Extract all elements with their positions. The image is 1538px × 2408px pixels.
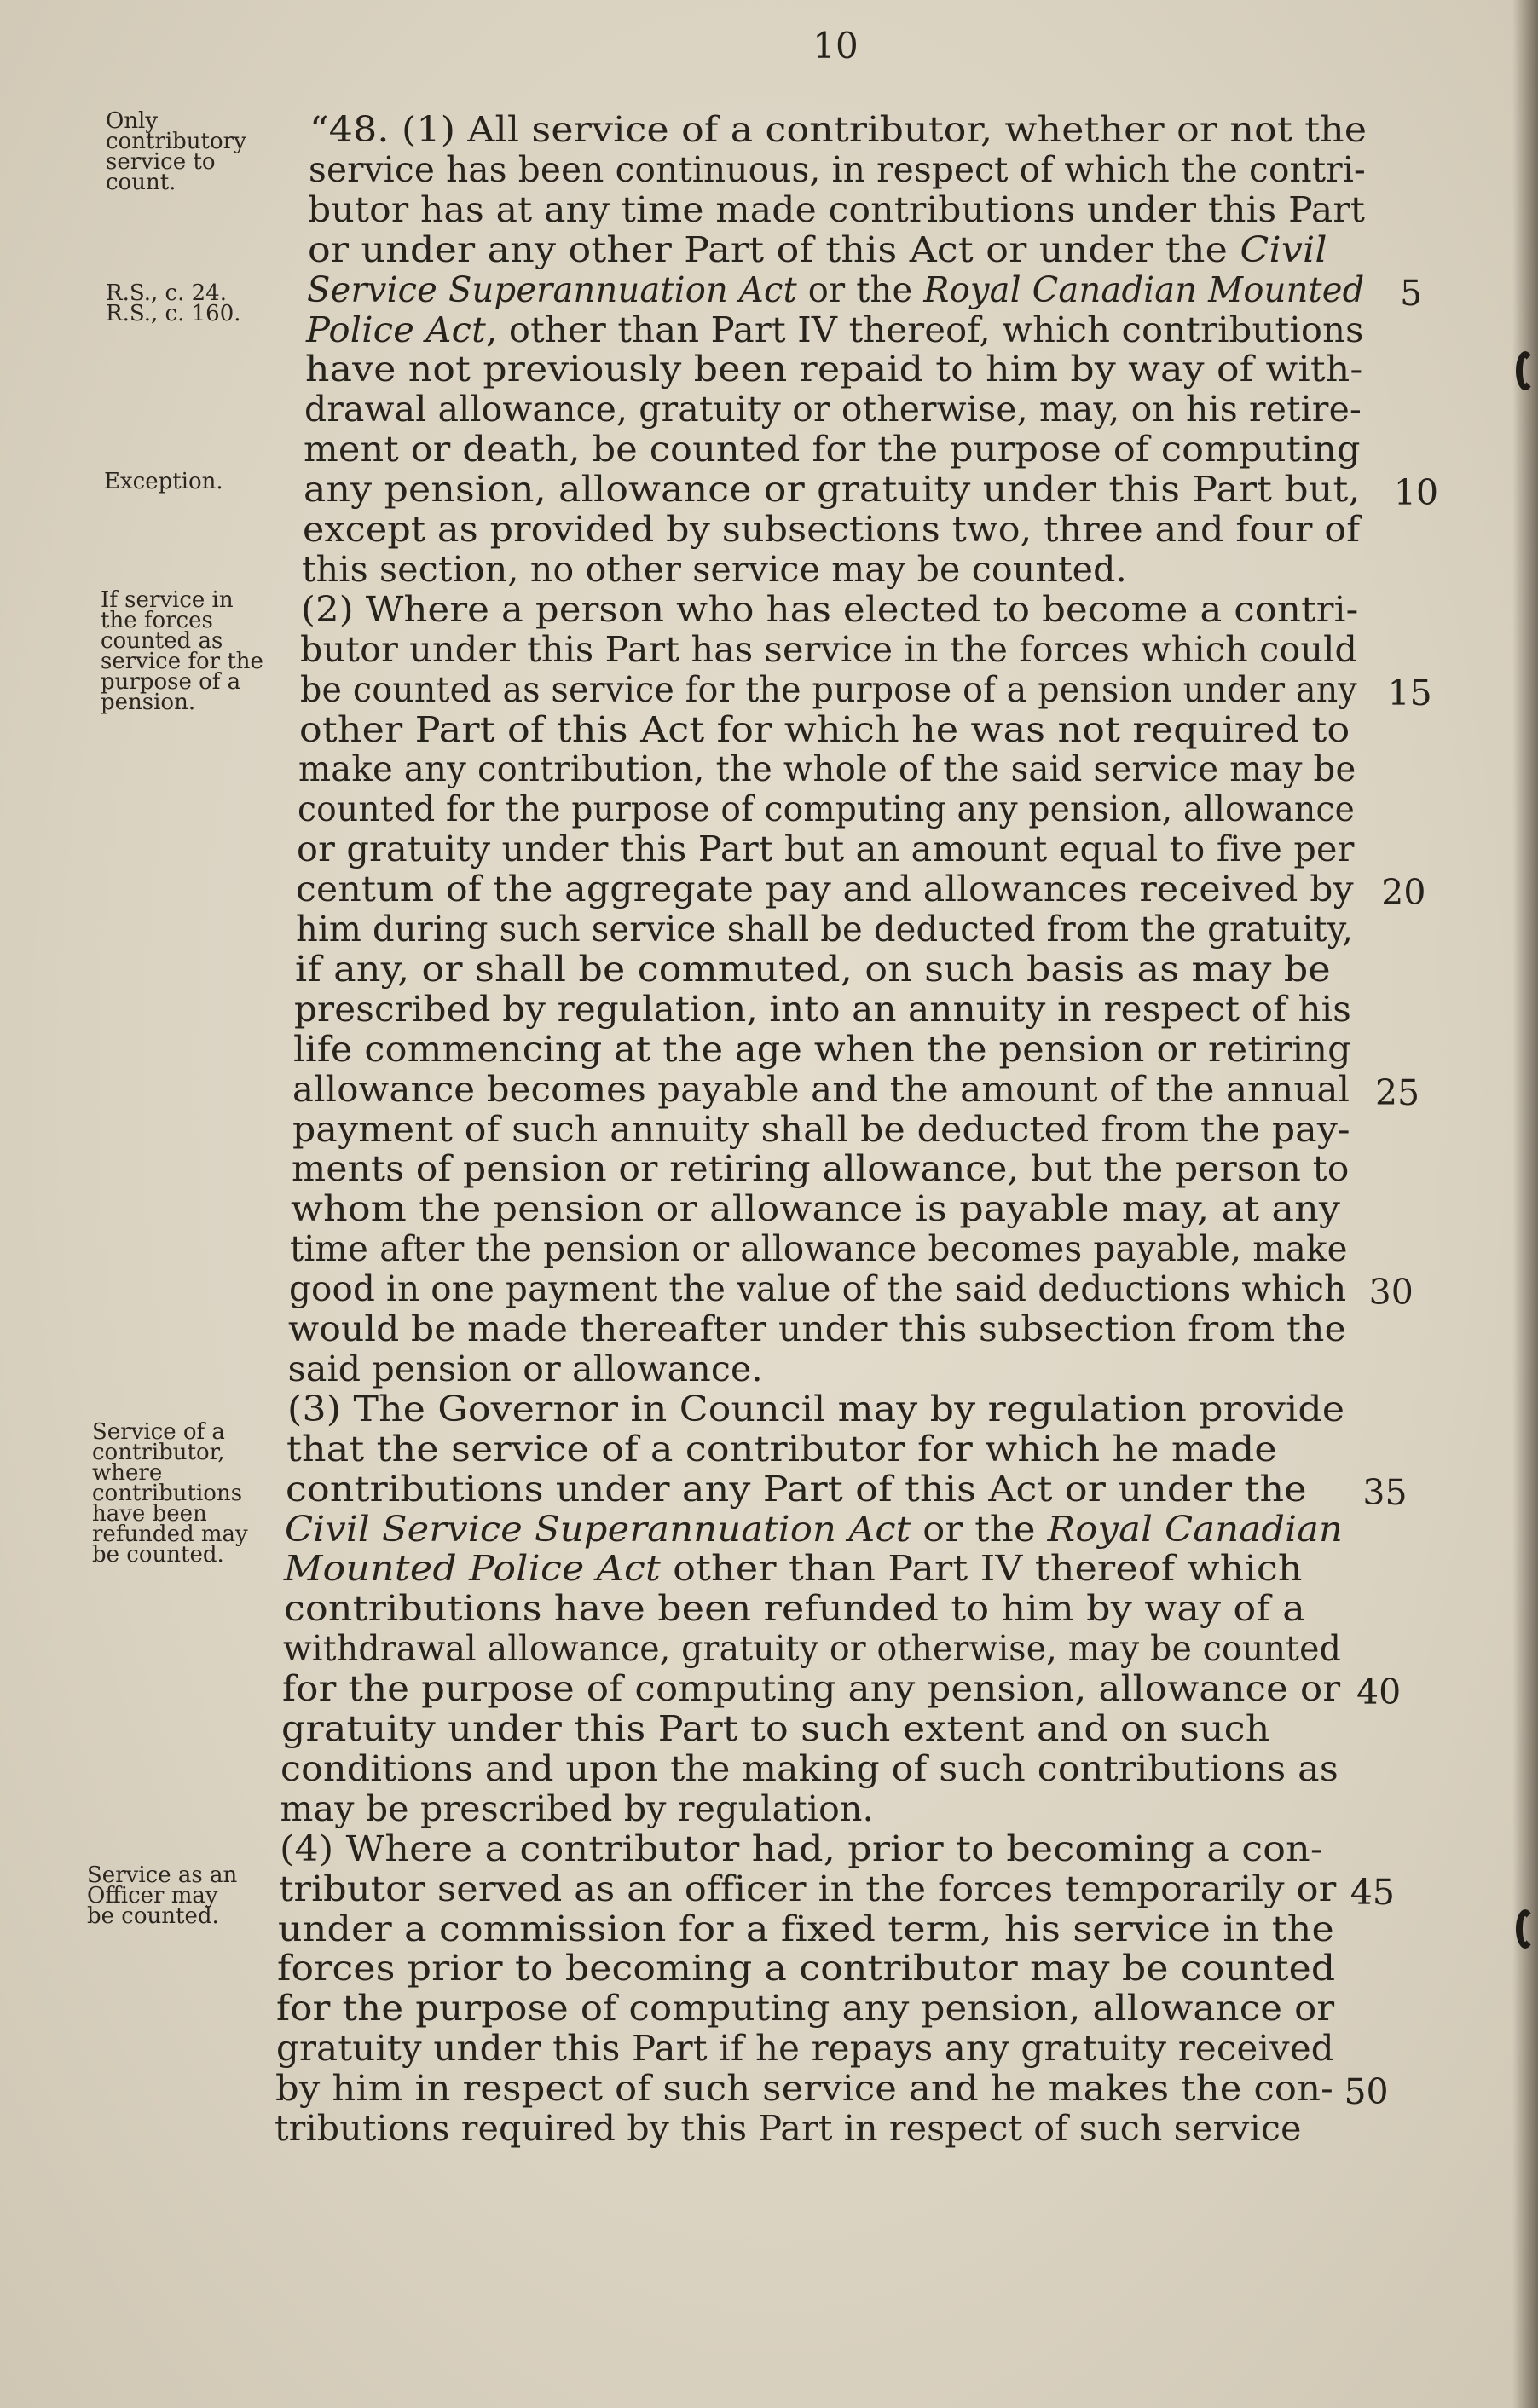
body-text-line: any pension, allowance or gratuity under this Part but, <box>303 469 1361 511</box>
body-text-line: ments of pension or retiring allowance, but the person to <box>291 1148 1350 1190</box>
body-text-line: that the service of a contributor for which he made <box>286 1428 1277 1470</box>
body-text-line: withdrawal allowance, gratuity or otherwise, may be counted <box>282 1628 1341 1670</box>
body-text-line: drawal allowance, gratuity or otherwise, may, on his retire- <box>304 389 1362 430</box>
margin-note-line: Only <box>106 108 159 134</box>
margin-note-line: purpose of a <box>101 669 241 695</box>
body-text-line: for the purpose of computing any pension, allowance or <box>276 1988 1335 2030</box>
binding-hole-mark <box>1516 1909 1535 1949</box>
body-text-line: contributions under any Part of this Act or under the <box>286 1468 1307 1510</box>
body-text-line: under a commission for a fixed term, his service in the <box>278 1908 1335 1949</box>
margin-note-line: contributor, <box>92 1440 225 1465</box>
line-number: 40 <box>1356 1672 1402 1713</box>
body-text-line: by him in respect of such service and he makes the con- <box>275 2068 1333 2110</box>
binding-hole-mark <box>1516 351 1535 390</box>
body-text-line: gratuity under this Part if he repays any gratuity received <box>275 2028 1334 2070</box>
line-number: 45 <box>1350 1871 1395 1913</box>
body-text-line: this section, no other service may be counted. <box>301 548 1127 590</box>
body-text-line: payment of such annuity shall be deducted from the pay- <box>292 1108 1350 1150</box>
body-text-line: tributor served as an officer in the forces temporarily or <box>278 1868 1337 1909</box>
body-text-line: except as provided by subsections two, three and four of <box>302 509 1361 550</box>
body-text-line: make any contribution, the whole of the said service may be <box>298 748 1356 790</box>
line-number: 10 <box>1393 472 1439 514</box>
line-number: 5 <box>1400 272 1423 314</box>
line-number: 25 <box>1374 1071 1420 1113</box>
body-text-line: or under any other Part of this Act or under the Civil <box>307 228 1327 270</box>
margin-note-line: pension. <box>101 690 196 715</box>
line-number: 20 <box>1381 872 1426 914</box>
body-text-line: good in one payment the value of the said deductions which <box>289 1268 1347 1310</box>
margin-note-line: R.S., c. 160. <box>106 301 241 326</box>
margin-note-line: refunded may <box>92 1522 248 1547</box>
page-number: 10 <box>812 25 859 66</box>
margin-note-line: Service as an <box>87 1862 238 1888</box>
margin-note-line: count. <box>106 170 176 195</box>
margin-note-line: Service of a <box>92 1419 225 1445</box>
body-text-line: service has been continuous, in respect of which the contri- <box>309 148 1367 190</box>
body-text-line: him during such service shall be deducted from the gratuity, <box>295 909 1353 950</box>
body-text-line: counted for the purpose of computing any pension, allowance <box>298 788 1356 830</box>
body-text-line: time after the pension or allowance becomes payable, make <box>290 1228 1348 1270</box>
body-text-line: Mounted Police Act other than Part IV thereof which <box>284 1548 1304 1590</box>
margin-note-line: service for the <box>101 649 263 674</box>
body-text-line: said pension or allowance. <box>287 1348 763 1389</box>
body-text-line: butor has at any time made contributions under this Part <box>308 188 1366 230</box>
margin-note-line: Officer may <box>87 1883 218 1908</box>
margin-note-line: be counted. <box>92 1542 224 1568</box>
margin-note-line: counted as <box>101 628 223 654</box>
body-text-line: Service Superannuation Act or the Royal Canadian Mounted <box>306 269 1365 310</box>
body-text-line: (2) Where a person who has elected to become a contri- <box>301 588 1359 630</box>
margin-note-line: Exception. <box>104 469 223 494</box>
body-text-line: for the purpose of computing any pension, allowance or <box>282 1668 1341 1710</box>
line-number: 35 <box>1362 1471 1408 1513</box>
body-text-line: Civil Service Superannuation Act or the Royal Canadian <box>285 1508 1344 1550</box>
margin-note-line: where <box>92 1460 163 1486</box>
body-text-line: (3) The Governor in Council may by regulation provide <box>286 1388 1344 1429</box>
margin-note-line: have been <box>92 1501 207 1527</box>
line-number: 50 <box>1344 2071 1389 2113</box>
margin-note-line: service to <box>106 149 216 175</box>
body-text-line: tributions required by this Part in respect of such service <box>275 2108 1302 2149</box>
body-text-line: conditions and upon the making of such contributions as <box>280 1747 1339 1789</box>
body-text-line: allowance becomes payable and the amount of the annual <box>292 1068 1350 1110</box>
body-text-line: whom the pension or allowance is payable may, at any <box>290 1188 1341 1230</box>
line-number: 15 <box>1387 672 1432 713</box>
body-text-line: Police Act, other than Part IV thereof, which contributions <box>305 309 1364 350</box>
body-text-line: life commencing at the age when the pension or retiring <box>293 1028 1351 1070</box>
margin-note-line: the forces <box>101 608 213 633</box>
body-text-line: have not previously been repaid to him by way of with- <box>305 349 1363 390</box>
body-text-line: other Part of this Act for which he was not required to <box>298 708 1350 750</box>
body-text-line: contributions have been refunded to him by way of a <box>283 1588 1305 1630</box>
margin-note-line: contributory <box>106 129 246 154</box>
body-text-line: be counted as service for the purpose of a pension under any <box>299 668 1357 710</box>
margin-note-line: contributions <box>92 1481 243 1506</box>
body-text-line: ment or death, be counted for the purpose of computing <box>304 429 1362 471</box>
body-text-line: may be prescribed by regulation. <box>280 1787 874 1829</box>
body-text-line: prescribed by regulation, into an annuity in respect of his <box>293 988 1351 1030</box>
body-text-line: “48. (1) All service of a contributor, whether or not the <box>309 109 1367 150</box>
body-text-line: forces prior to becoming a contributor may be counted <box>277 1948 1336 1989</box>
margin-note-line: If service in <box>101 587 234 613</box>
body-text-line: would be made thereafter under this subsection from the <box>288 1308 1347 1349</box>
margin-note-line: R.S., c. 24. <box>106 280 227 306</box>
body-text-line: butor under this Part has service in the forces which could <box>300 628 1358 670</box>
body-text-line: gratuity under this Part to such extent and on such <box>281 1708 1270 1749</box>
body-text-line: or gratuity under this Part but an amount equal to five per <box>297 829 1355 870</box>
body-text-line: if any, or shall be commuted, on such basis as may be <box>294 948 1331 990</box>
body-text-line: centum of the aggregate pay and allowances received by <box>296 869 1355 910</box>
body-text-line: (4) Where a contributor had, prior to becoming a con- <box>279 1828 1323 1869</box>
margin-note-line: be counted. <box>87 1903 219 1929</box>
line-number: 30 <box>1368 1272 1414 1314</box>
